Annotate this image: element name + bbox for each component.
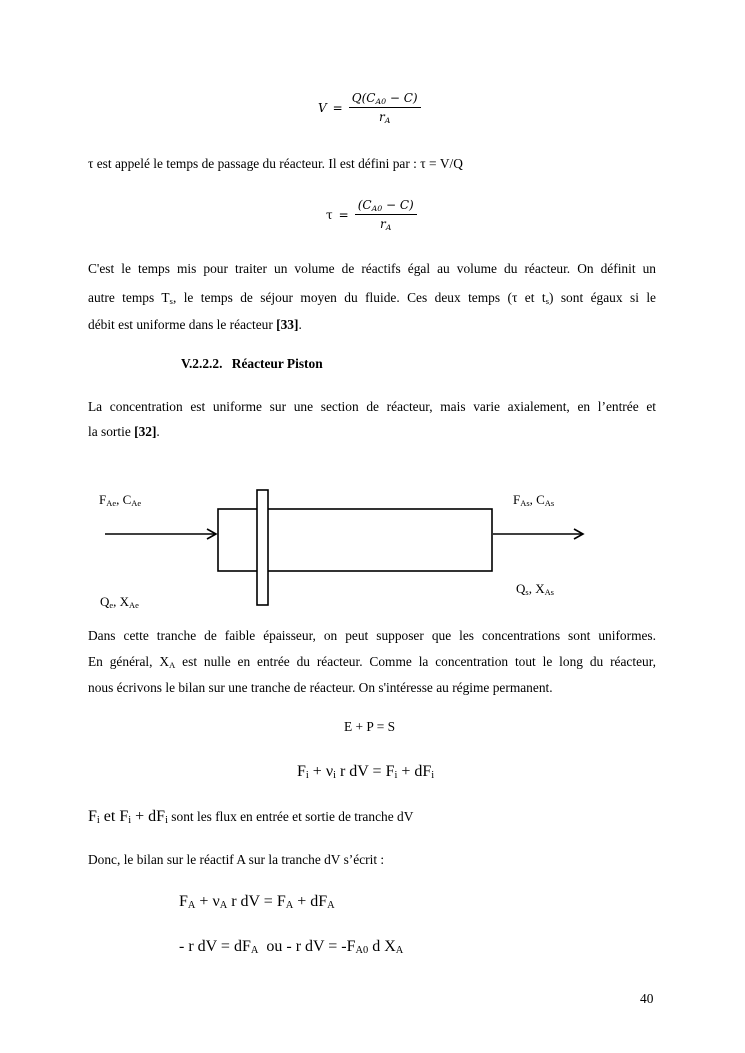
paragraph-tranche-line2: En général, $X_A$ est nulle en entrée du réacteur. Comme la concentration tout le long du réacteur, bbox=[88, 654, 656, 670]
eq2-fraction: $\frac{(C_{A0} - C)}{r_A}$ bbox=[355, 198, 417, 231]
paragraph-tau-definition: τ est appelé le temps de passage du réacteur. Il est défini par : τ = V/Q bbox=[88, 156, 463, 171]
paragraph-sejour-line1: C'est le temps mis pour traiter un volume de réactifs égal au volume du réacteur. On définit un bbox=[88, 261, 656, 276]
citation-33: [33] bbox=[276, 317, 299, 332]
section-heading bbox=[181, 357, 323, 370]
page-number: 40 bbox=[640, 991, 654, 1006]
label-outlet-flux: $F_{As}$, $C_{As}$ bbox=[513, 492, 555, 508]
label-inlet-debit: $Q_e$, $X_{Ae}$ bbox=[100, 594, 139, 610]
paragraph-flux-description: $F_i$ et $F_i + dF_i$ sont les flux en entrée et sortie de tranche dV bbox=[88, 808, 414, 826]
eq2-equals: = bbox=[338, 207, 349, 222]
eq1-num: Q(C bbox=[351, 91, 376, 105]
equation-balance: E + P = S bbox=[344, 719, 396, 734]
equation-volume bbox=[318, 91, 421, 124]
eq1-den: r bbox=[378, 110, 385, 124]
reactor-slice bbox=[257, 490, 268, 605]
paragraph-piston-line1: La concentration est uniforme sur une section de réacteur, mais varie axialement, en l’entrée et bbox=[88, 399, 656, 414]
equation-flux-balance: $F_i + \nu_i$ r dV = $F_i + dF_i$ bbox=[297, 763, 435, 781]
paragraph-sejour-line3: débit est uniforme dans le réacteur [33]. bbox=[88, 317, 302, 332]
section-number: V.2.2.2. bbox=[181, 356, 223, 371]
equation-reactant-balance: $F_A + \nu_A$ r dV = $F_A + dF_A$ bbox=[179, 893, 335, 911]
label-inlet-flux: $F_{Ae}$, $C_{Ae}$ bbox=[99, 492, 142, 508]
paragraph-donc: Donc, le bilan sur le réactif A sur la tranche dV s’écrit : bbox=[88, 852, 385, 867]
section-title: Réacteur Piston bbox=[231, 356, 323, 371]
paragraph-tranche-line1: Dans cette tranche de faible épaisseur, on peut supposer que les concentrations sont uniformes. bbox=[88, 628, 656, 643]
equation-tau bbox=[326, 198, 417, 231]
paragraph-piston-line2: la sortie [32]. bbox=[88, 424, 160, 439]
label-outlet-debit: $Q_s$, $X_{As}$ bbox=[516, 581, 554, 597]
citation-32: [32] bbox=[134, 424, 157, 439]
eq2-lhs: τ bbox=[326, 207, 333, 222]
eq1-lhs: V bbox=[318, 100, 327, 115]
paragraph-tranche-line3: nous écrivons le bilan sur une tranche de réacteur. On s'intéresse au régime permanent. bbox=[88, 680, 553, 695]
eq1-fraction: $\frac{Q(C_{A0} - C)}{r_A}$ bbox=[349, 91, 421, 124]
equation-rate-conversion: - r dV = $dF_A$ ou - r dV = $-F_{A0}$ d $X_A$ bbox=[179, 938, 404, 956]
paragraph-sejour-line2: autre temps $T_s$, le temps de séjour moyen du fluide. Ces deux temps (τ et $t_s$) sont égaux si le bbox=[88, 290, 656, 306]
eq1-equals: = bbox=[332, 100, 343, 115]
